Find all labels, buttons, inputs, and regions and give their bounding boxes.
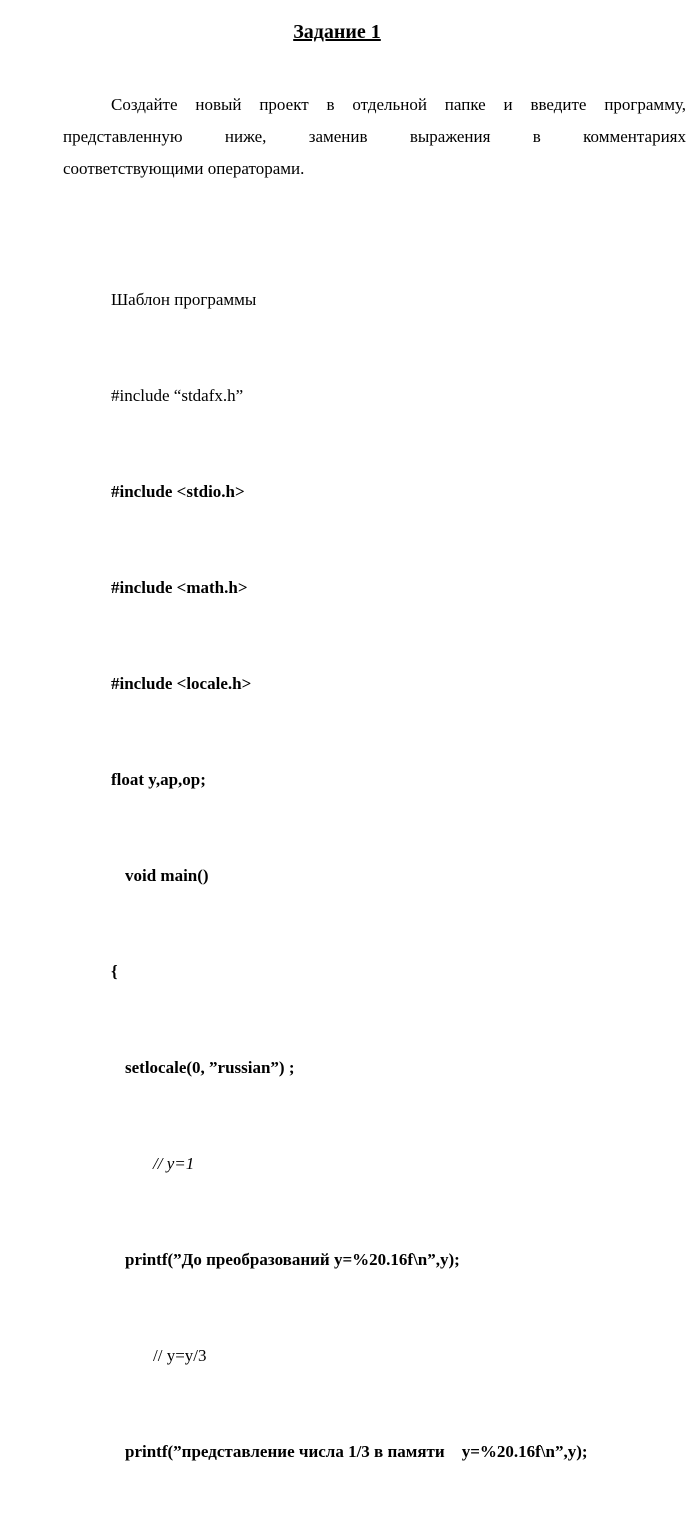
code-line: float y,ap,op;	[111, 770, 206, 789]
code-line: #include <stdio.h>	[111, 482, 245, 501]
code-line: setlocale(0, ”russian”) ;	[125, 1058, 295, 1077]
instruction-paragraph	[63, 89, 686, 185]
code-line: void main()	[125, 866, 209, 885]
code-line: {	[111, 962, 118, 981]
code-line: #include “stdafx.h”	[111, 386, 244, 405]
code-comment: // y=1	[153, 1154, 195, 1173]
code-line: #include <math.h>	[111, 578, 248, 597]
paragraph-line: представленную ниже, заменив выражения в комментариях	[63, 127, 686, 146]
code-comment: // y=y/3	[153, 1346, 207, 1365]
paragraph-line: Создайте новый проект в отдельной папке и введите программу,	[111, 95, 686, 114]
code-line: #include <locale.h>	[111, 674, 252, 693]
code-line: printf(”представление числа 1/3 в памяти y=%20.16f\n”,y);	[125, 1442, 588, 1461]
assignment-title: Задание 1	[293, 21, 381, 43]
code-heading: Шаблон программы	[111, 290, 257, 309]
paragraph-line: соответствующими операторами.	[63, 159, 305, 178]
code-line: printf(”До преобразований y=%20.16f\n”,y);	[125, 1250, 460, 1269]
program-template	[111, 220, 588, 1532]
